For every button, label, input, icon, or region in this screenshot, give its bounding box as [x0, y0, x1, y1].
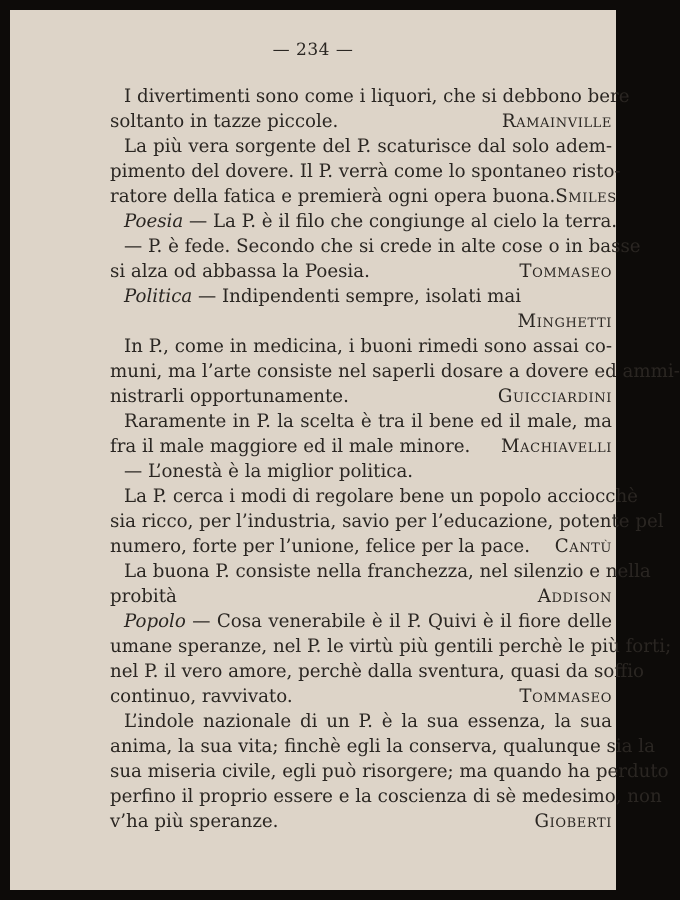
line-text [124, 711, 612, 732]
topic-heading: Politica [124, 286, 193, 307]
text-line [110, 334, 612, 359]
line-text [124, 486, 638, 507]
text-line [110, 84, 630, 109]
quote-author: Addison [537, 586, 612, 607]
line-body: soltanto in tazze piccole. [110, 111, 339, 132]
text-line [110, 134, 612, 159]
line-body: La più vera sorgente del P. scaturisce dal solo adem- [124, 136, 612, 157]
line-body: numero, forte per l’unione, felice per la pace. [110, 536, 530, 557]
text-line [110, 684, 612, 709]
line-body: fra il male maggiore ed il male minore. [110, 436, 471, 457]
line-body: nel P. il vero amore, perchè dalla sventura, quasi da soffio [110, 661, 644, 682]
text-line [110, 659, 644, 684]
line-text [124, 284, 521, 309]
line-text [110, 259, 370, 284]
line-body: — Cosa venerabile è il P. Quivi è il fiore delle [185, 611, 612, 632]
line-text [110, 584, 177, 609]
line-text [124, 236, 641, 257]
line-body: muni, ma l’arte consiste nel saperli dosare a dovere ed ammi- [110, 361, 680, 382]
line-body: — P. è fede. Secondo che si crede in alte cose o in basse [124, 236, 641, 257]
line-text [110, 809, 278, 834]
line-text [124, 459, 413, 484]
text-line [110, 634, 672, 659]
line-body: — L’onestà è la miglior politica. [124, 461, 414, 482]
line-body: sua miseria civile, egli può risorgere; ma quando ha perduto [110, 761, 669, 782]
text-line [110, 409, 612, 434]
line-text [110, 109, 338, 134]
text-line [110, 534, 612, 559]
line-body: sia ricco, per l’industria, savio per l’educazione, potente pel [110, 511, 664, 532]
line-body: Raramente in P. la scelta è tra il bene ed il male, ma [124, 411, 612, 432]
line-body: umane speranze, nel P. le virtù più gentili perchè le più forti; [110, 636, 672, 657]
book-page [10, 10, 680, 890]
line-text [110, 786, 662, 807]
text-line [110, 609, 612, 634]
quote-author: Tommaseo [519, 261, 612, 282]
text-line [110, 434, 612, 459]
line-text [124, 336, 612, 357]
line-body: I divertimenti sono come i liquori, che si debbono bere [124, 86, 630, 107]
line-text [124, 611, 612, 632]
text-line [110, 109, 612, 134]
text-line [110, 709, 612, 734]
line-text [124, 136, 612, 157]
line-text [110, 384, 349, 409]
page-body-text [110, 84, 680, 834]
line-text [110, 434, 470, 459]
text-line [110, 234, 641, 259]
line-body: In P., come in medicina, i buoni rimedi sono assai co- [124, 336, 612, 357]
quote-author: Minghetti [517, 311, 612, 332]
quote-author: Guicciardini [497, 386, 612, 407]
line-body: — La P. è il filo che congiunge al cielo la terra. [183, 211, 618, 232]
line-text [110, 684, 293, 709]
line-text [124, 411, 612, 432]
text-line [110, 559, 651, 584]
line-body: perfino il proprio essere e la coscienza di sè medesimo, non [110, 786, 662, 807]
line-body: La buona P. consiste nella franchezza, nel silenzio e nella [124, 561, 651, 582]
text-line [110, 159, 621, 184]
text-line [110, 359, 680, 384]
text-line [110, 184, 617, 209]
line-text [110, 761, 669, 782]
line-body: anima, la sua vita; finchè egli la conserva, qualunque sia la [110, 736, 655, 757]
line-body: probità [110, 586, 177, 607]
text-line [110, 784, 662, 809]
line-text [110, 361, 680, 382]
line-text [110, 636, 671, 657]
text-line [110, 584, 612, 609]
quote-author: Gioberti [534, 811, 612, 832]
topic-heading: Popolo [124, 611, 186, 632]
text-line [110, 484, 638, 509]
line-text [110, 161, 621, 182]
quote-author: Cantù [554, 536, 612, 557]
line-text [110, 184, 555, 209]
text-line [110, 384, 612, 409]
topic-heading: Poesia [124, 211, 184, 232]
line-body: v’ha più speranze. [110, 811, 279, 832]
text-line [110, 284, 612, 309]
line-body: — Indipendenti sempre, isolati mai [192, 286, 522, 307]
text-line [110, 759, 669, 784]
line-text [124, 561, 651, 582]
text-line [110, 259, 612, 284]
line-body: si alza od abbassa la Poesia. [110, 261, 370, 282]
line-body: pimento del dovere. Il P. verrà come lo spontaneo risto- [110, 161, 621, 182]
text-line [110, 734, 655, 759]
quote-author: Machiavelli [500, 436, 612, 457]
text-line [110, 309, 612, 334]
page-number: — 234 — [272, 40, 354, 60]
text-line [110, 459, 612, 484]
line-text [110, 534, 530, 559]
line-text [110, 736, 655, 757]
line-text [110, 661, 644, 682]
quote-author: Tommaseo [519, 686, 612, 707]
line-text [124, 84, 630, 109]
line-body: La P. cerca i modi di regolare bene un popolo acciocchè [124, 486, 638, 507]
text-line [110, 209, 618, 234]
line-text [124, 211, 617, 232]
line-body: L’indole nazionale di un P. è la sua essenza, la sua [124, 711, 612, 732]
quote-author: Ramainville [501, 111, 612, 132]
line-body: continuo, ravvivato. [110, 686, 293, 707]
line-body: ratore della fatica e premierà ogni opera buona. [110, 186, 556, 207]
text-line [110, 509, 664, 534]
text-line [110, 809, 612, 834]
quote-author: Smiles [555, 186, 617, 207]
line-text [110, 511, 664, 532]
line-body: nistrarli opportunamente. [110, 386, 349, 407]
